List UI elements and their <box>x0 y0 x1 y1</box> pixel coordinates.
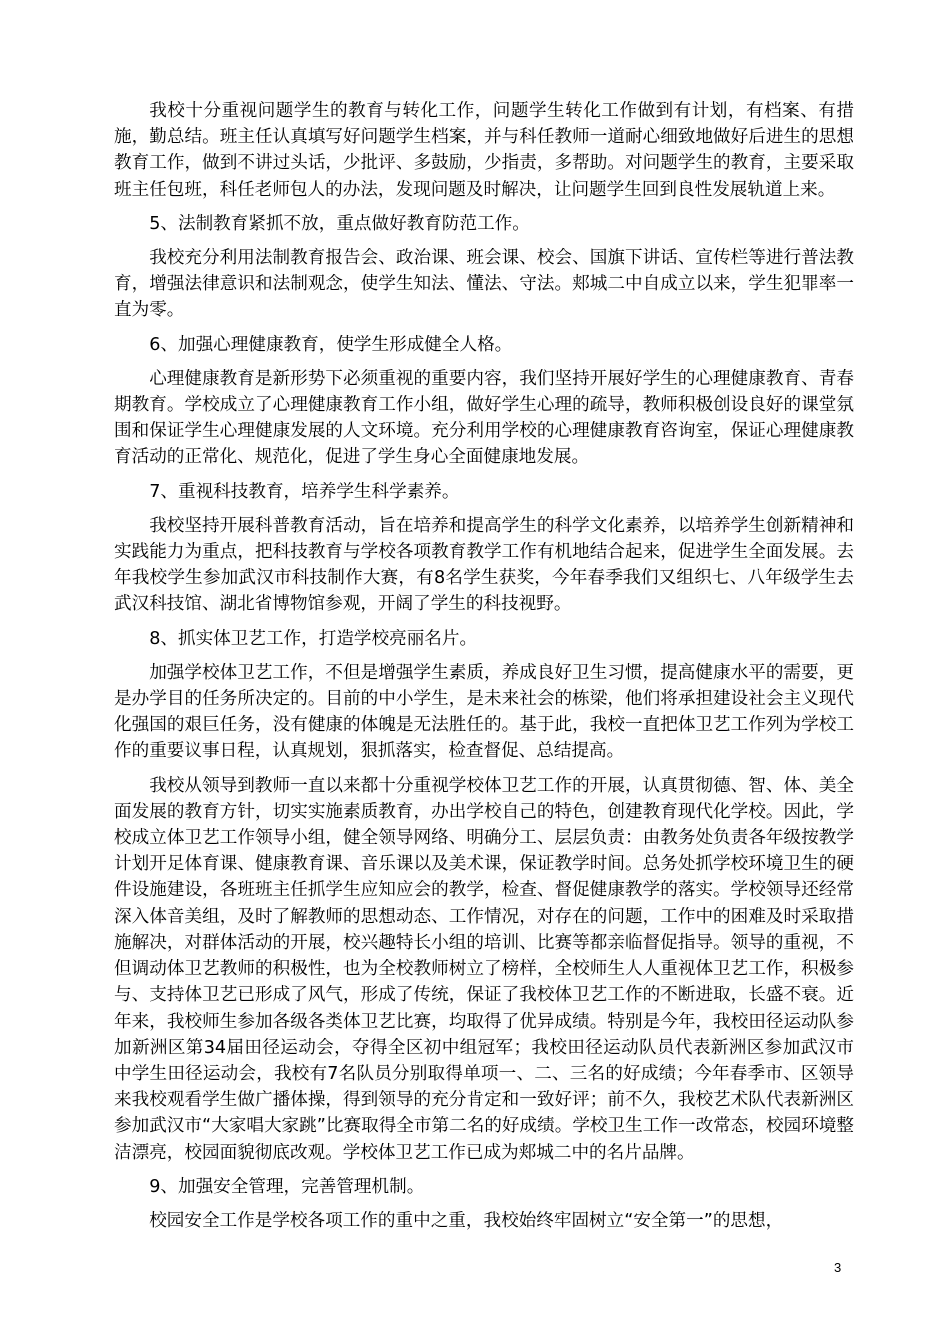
paragraph-problem-students: 我校十分重视问题学生的教育与转化工作，问题学生转化工作做到有计划，有档案、有措施，勤总结。班主任认真填写好问题学生档案，并与科任教师一道耐心细致地做好后进生的思想教育工作，做到不讲过头话，少批评、多鼓励，少指责，多帮助。对问题学生的教育，主要采取班主任包班，科任老师包人的办法，发现问题及时解决，让问题学生回到良性发展轨道上来。 <box>114 101 854 200</box>
heading-science-education: 7、重视科技教育，培养学生科学素养。 <box>149 481 460 502</box>
paragraph-sports-health-arts-1: 加强学校体卫艺工作，不但是增强学生素质，养成良好卫生习惯，提高健康水平的需要，更是办学目的任务所决定的。目前的中小学生，是未来社会的栋梁，他们将承担建设社会主义现代化强国的艰巨任务，没有健康的体魄是无法胜任的。基于此，我校一直把体卫艺工作列为学校工作的重要议事日程，认真规划，狠抓落实，检查督促、总结提高。 <box>114 662 854 762</box>
paragraph-safety-management: 校园安全工作是学校各项工作的重中之重，我校始终牢固树立“安全第一”的思想， <box>149 1210 784 1231</box>
heading-safety-management: 9、加强安全管理，完善管理机制。 <box>149 1176 425 1197</box>
paragraph-mental-health: 心理健康教育是新形势下必须重视的重要内容，我们坚持开展好学生的心理健康教育、青春期教育。学校成立了心理健康教育工作小组，做好学生心理的疏导，教师积极创设良好的课堂氛围和保证学生心理健康发展的人文环境。充分利用学校的心理健康教育咨询室，保证心理健康教育活动的正常化、规范化，促进了学生身心全面健康地发展。 <box>114 368 854 468</box>
heading-mental-health: 6、加强心理健康教育，使学生形成健全人格。 <box>149 334 513 355</box>
heading-legal-education: 5、法制教育紧抓不放，重点做好教育防范工作。 <box>149 213 530 234</box>
page-number: 3 <box>834 1260 842 1275</box>
heading-sports-health-arts: 8、抓实体卫艺工作，打造学校亮丽名片。 <box>149 628 478 649</box>
paragraph-sports-health-arts-2: 我校从领导到教师一直以来都十分重视学校体卫艺工作的开展，认真贯彻德、智、体、美全面发展的教育方针，切实实施素质教育，办出学校自己的特色，创建教育现代化学校。因此，学校成立体卫艺工作领导小组，健全领导网络、明确分工、层层负责：由教务处负责各年级按教学计划开足体育课、健康教育课、音乐课以及美术课，保证教学时间。总务处抓学校环境卫生的硬件设施建设，各班班主任抓学生应知应会的教学，检查、督促健康教学的落实。学校领导还经常深入体音美组，及时了解教师的思想动态、工作情况，对存在的问题，工作中的困难及时采取措施解决，对群体活动的开展，校兴趣特长小组的培训、比赛等都亲临督促指导。领导的重视，不但调动体卫艺教师的积极性，也为全校教师树立了榜样，全校师生人人重视体卫艺工作，积极参与、支持体卫艺已形成了风气，形成了传统，保证了我校体卫艺工作的不断进取，长盛不衰。近年来，我校师生参加各级各类体卫艺比赛，均取得了优异成绩。特别是今年，我校田径运动队参加新洲区第34届田径运动会，夺得全区初中组冠军；我校田径运动队员代表新洲区参加武汉市中学生田径运动会，我校有7名队员分别取得单项一、二、三名的好成绩；今年春季市、区领导来我校观看学生做广播体操，得到领导的充分肯定和一致好评；前不久，我校艺术队代表新洲区参加武汉市“大家唱大家跳”比赛取得全市第二名的好成绩。学校卫生工作一改常态，校园环境整洁漂亮，校园面貌彻底改观。学校体卫艺工作已成为郏城二中的名片品牌。 <box>114 775 854 1163</box>
document-body <box>114 98 854 1242</box>
paragraph-legal-education: 我校充分利用法制教育报告会、政治课、班会课、校会、国旗下讲话、宣传栏等进行普法教育，增强法律意识和法制观念，使学生知法、懂法、守法。郏城二中自成立以来，学生犯罪率一直为零。 <box>114 248 854 321</box>
paragraph-science-education: 我校坚持开展科普教育活动，旨在培养和提高学生的科学文化素养，以培养学生创新精神和实践能力为重点，把科技教育与学校各项教育教学工作有机地结合起来，促进学生全面发展。去年我校学生参加武汉市科技制作大赛，有8名学生获奖，今年春季我们又组织七、八年级学生去武汉科技馆、湖北省博物馆参观，开阔了学生的科技视野。 <box>114 515 854 615</box>
